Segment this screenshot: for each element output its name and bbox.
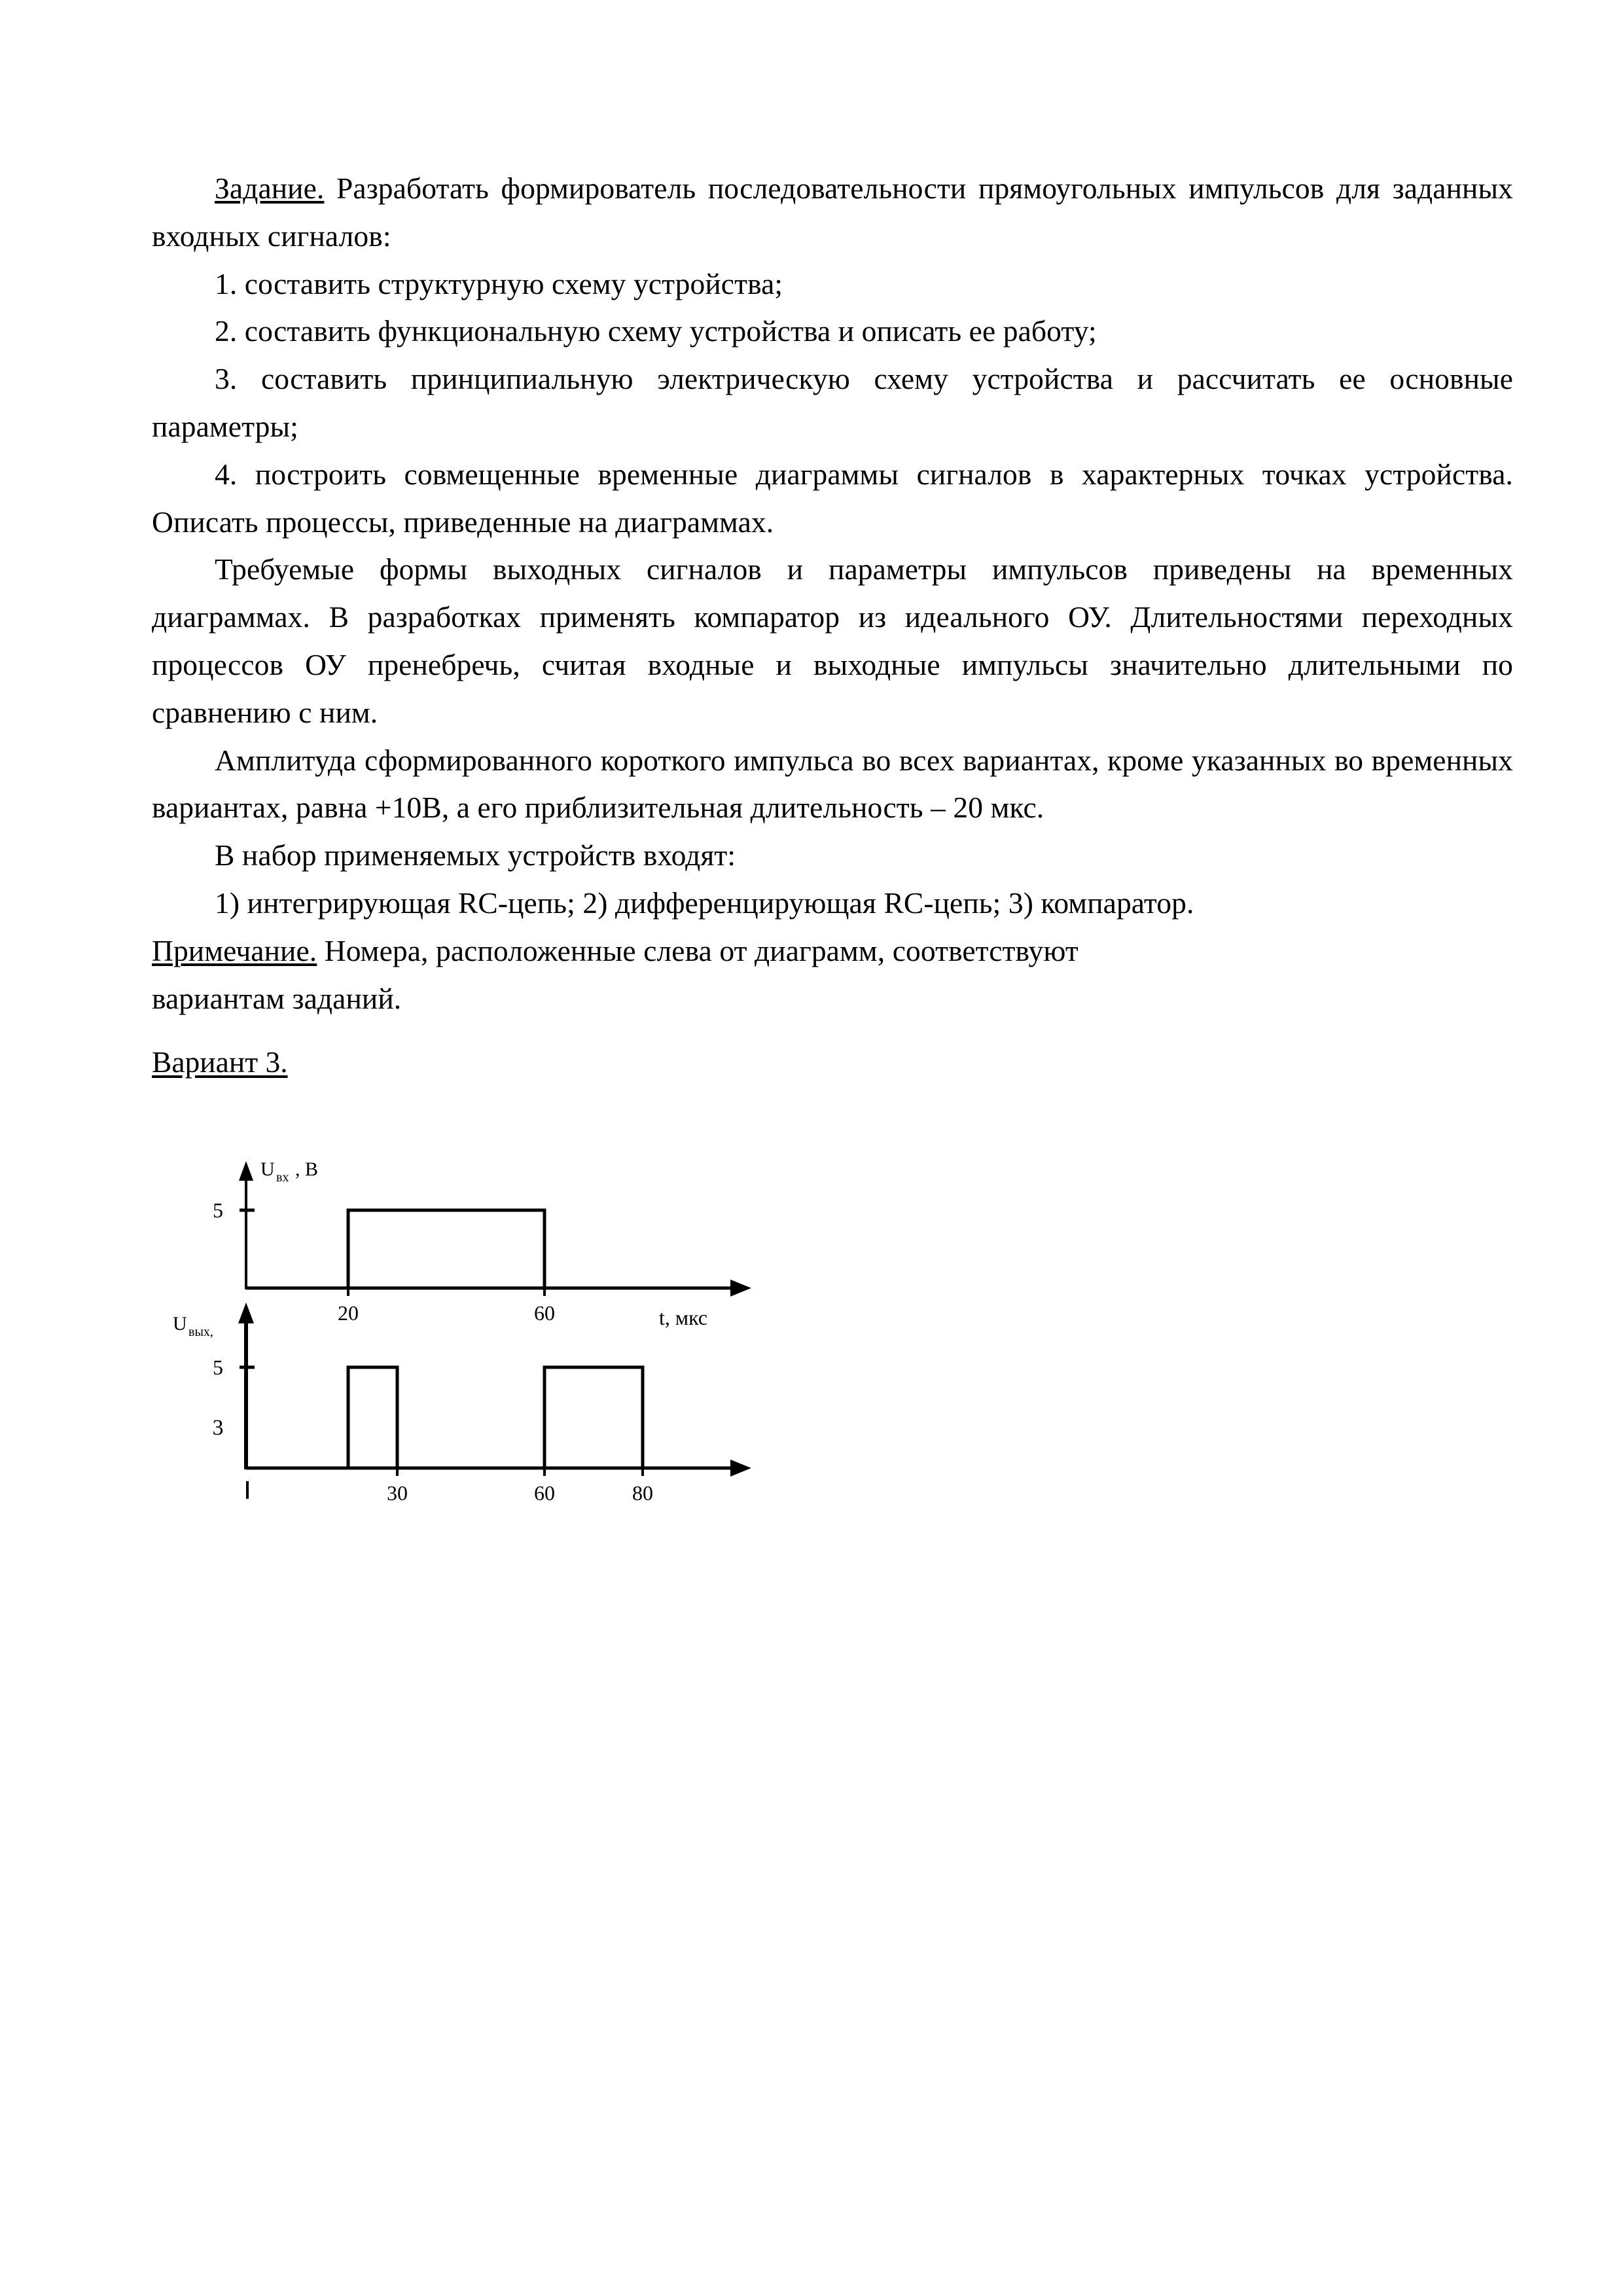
paragraph-item-2: 2. составить функциональную схему устройства и описать ее работу; bbox=[215, 314, 1097, 348]
paragraph-item-3: 3. составить принципиальную электрическую схему устройства и рассчитать ее основные параметры; bbox=[152, 362, 1513, 443]
timing-diagrams bbox=[152, 1121, 806, 1526]
paragraph-devices-list: 1) интегрирующая RC-цепь; 2) дифференцирующая RC-цепь; 3) компаратор. bbox=[215, 886, 1194, 920]
output-waveform-trace bbox=[246, 1367, 733, 1468]
chart-output-waveform bbox=[173, 1302, 751, 1505]
output-y-axis-label-main: U bbox=[173, 1313, 187, 1335]
input-y-axis-label-sub: вх bbox=[276, 1170, 289, 1185]
note-text: Номера, расположенные слева от диаграмм, соответствуют bbox=[317, 933, 1079, 967]
input-x-axis-arrow bbox=[730, 1280, 751, 1297]
paragraph-amplitude: Амплитуда сформированного короткого импульса во всех вариантах, кроме указанных во временных вариантах, равна +10В, а его приблизительная длительность – 20 мкс. bbox=[152, 743, 1513, 825]
paragraph-requirements: Требуемые формы выходных сигналов и параметры импульсов приведены на временных диаграммах. В разработках применять компаратор из идеального ОУ. Длительностями переходных процессов ОУ пренебречь, считая входные и выходные импульсы значительно длительными по сравнению с ним. bbox=[152, 552, 1513, 729]
input-y-tick-label-5: 5 bbox=[213, 1198, 223, 1222]
paragraph-devices-intro: В набор применяемых устройств входят: bbox=[215, 838, 736, 872]
output-y-axis-label-sub: вых, bbox=[188, 1325, 213, 1339]
document-body bbox=[152, 165, 1513, 1022]
note-label: Примечание. bbox=[152, 933, 317, 967]
output-variant-number: 3 bbox=[212, 1416, 224, 1440]
input-x-axis-caption: t, мкс bbox=[658, 1306, 708, 1329]
task-label: Задание. bbox=[215, 171, 325, 205]
output-y-axis-arrow bbox=[238, 1302, 254, 1323]
output-x-tick-label-30: 30 bbox=[387, 1481, 408, 1505]
input-x-tick-label-60: 60 bbox=[534, 1301, 555, 1325]
paragraph-note bbox=[152, 927, 1513, 975]
chart-input-waveform bbox=[213, 1158, 751, 1329]
input-y-axis-label-units: , В bbox=[295, 1158, 319, 1180]
input-waveform-trace bbox=[246, 1210, 733, 1288]
input-y-axis-arrow bbox=[239, 1161, 253, 1181]
output-x-axis-arrow bbox=[730, 1460, 751, 1477]
output-x-tick-label-80: 80 bbox=[632, 1481, 653, 1505]
output-y-tick-label-5: 5 bbox=[213, 1355, 223, 1379]
task-intro-text: Разработать формирователь последовательности прямоугольных импульсов для заданных входных сигналов: bbox=[152, 171, 1513, 253]
output-x-tick-label-60: 60 bbox=[534, 1481, 555, 1505]
paragraph-task-intro bbox=[152, 165, 1513, 260]
paragraph-note-continued: вариантам заданий. bbox=[152, 981, 402, 1015]
paragraph-item-1: 1. составить структурную схему устройства; bbox=[215, 266, 783, 300]
input-y-axis-label-main: U bbox=[260, 1158, 275, 1180]
input-x-tick-label-20: 20 bbox=[338, 1301, 359, 1325]
variant-heading: Вариант 3. bbox=[152, 1045, 288, 1079]
paragraph-item-4: 4. построить совмещенные временные диаграммы сигналов в характерных точках устройства. Описать процессы, приведенные на диаграммах. bbox=[152, 457, 1513, 539]
